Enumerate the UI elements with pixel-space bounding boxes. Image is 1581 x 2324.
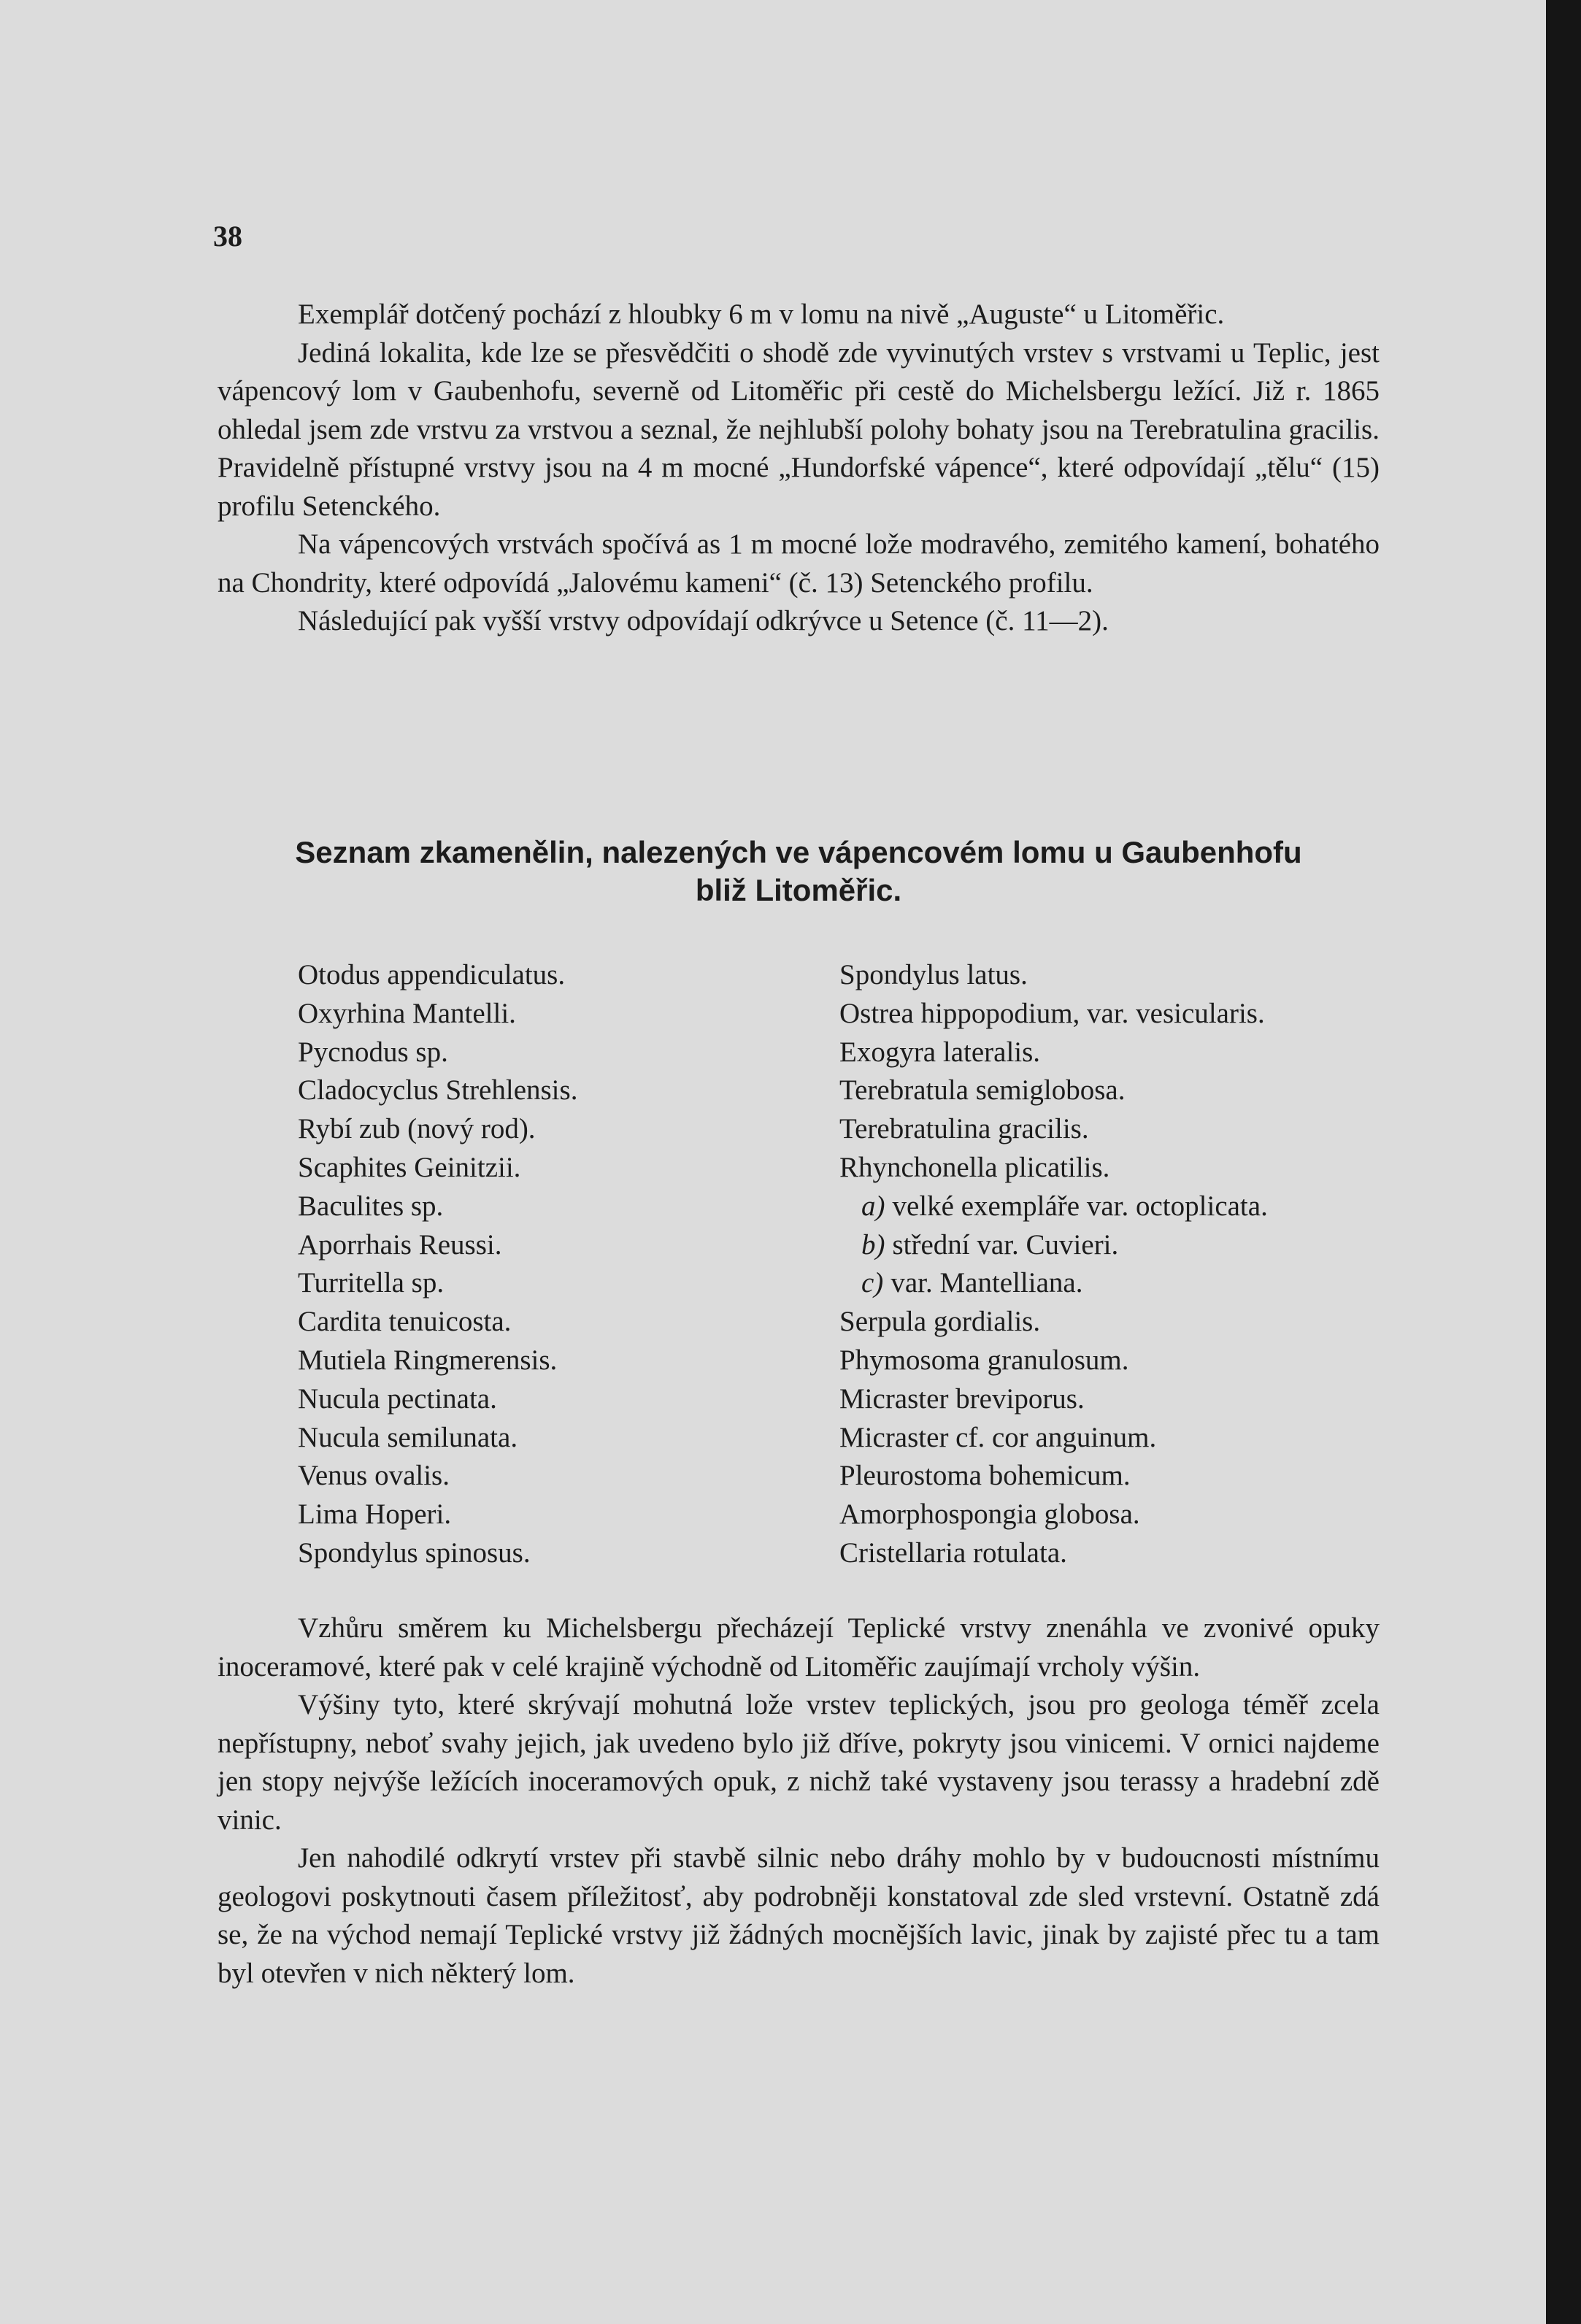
species-item: Cladocyclus Strehlensis. <box>298 1074 578 1107</box>
species-item: Baculites sp. <box>298 1190 444 1222</box>
species-item: Exogyra lateralis. <box>839 1036 1041 1068</box>
species-item: Cardita tenuicosta. <box>298 1306 512 1338</box>
species-item: Serpula gordialis. <box>839 1306 1041 1338</box>
paragraph: Následující pak vyšší vrstvy odpovídají odkrývce u Setence (č. 11—2). <box>298 605 1109 636</box>
species-item: Oxyrhina Mantelli. <box>298 997 516 1029</box>
species-item: Rybí zub (nový rod). <box>298 1113 536 1145</box>
subitem-marker: c) <box>861 1267 884 1299</box>
species-item: Spondylus spinosus. <box>298 1536 531 1569</box>
species-item <box>839 1226 1268 1265</box>
page-number: 38 <box>213 220 242 253</box>
species-list-left <box>298 956 577 1573</box>
subitem-marker: a) <box>861 1190 885 1222</box>
paragraph: Vzhůru směrem ku Michelsbergu přecházejí Teplické vrstvy znenáhla ve zvonivé opuky inoceramové, které pak v celé krajině východně od Litoměřic zaujímají vrcholy výšin. <box>218 1612 1380 1682</box>
paragraph: Výšiny tyto, které skrývají mohutná lože vrstev teplických, jsou pro geologa téměř zcela nepřístupny, neboť svahy jejich, jak uvedeno bylo již dříve, pokryty jsou vinicemi. V ornici najdeme jen stopy nejvýše ležících inoceramových opuk, z nichž také vystaveny jsou terassy a hradební zdě vinic. <box>218 1689 1380 1836</box>
species-item: Venus ovalis. <box>298 1460 450 1492</box>
species-item: Pleurostoma bohemicum. <box>839 1460 1131 1492</box>
species-item: Otodus appendiculatus. <box>298 959 566 990</box>
species-item: Terebratulina gracilis. <box>839 1113 1089 1145</box>
species-item: Nucula semilunata. <box>298 1421 518 1453</box>
closing-text <box>218 1609 1380 1993</box>
species-item: Micraster breviporus. <box>839 1382 1085 1415</box>
species-item: Lima Hoperi. <box>298 1498 452 1531</box>
species-item: Phymosoma granulosum. <box>839 1344 1129 1376</box>
species-item: Micraster cf. cor anguinum. <box>839 1421 1157 1453</box>
species-item: Terebratula semiglobosa. <box>839 1074 1126 1107</box>
heading-line: Seznam zkamenělin, nalezených ve vápencovém lomu u Gaubenhofu <box>295 835 1302 869</box>
paragraph: Jen nahodilé odkrytí vrstev při stavbě silnic nebo dráhy mohlo by v budoucnosti místnímu geologovi poskytnouti časem příležitosť, aby podrobněji konstatoval zde sled vrstevní. Ostatně zdá se, že na východ nemají Teplické vrstvy již žádných mocnějších lavic, jinak by zajisté přec tu a tam byl otevřen v nich některý lom. <box>218 1842 1380 1989</box>
species-list-right <box>839 956 1268 1573</box>
species-item: Scaphites Geinitzii. <box>298 1151 521 1183</box>
species-item: Rhynchonella plicatilis. <box>839 1151 1110 1183</box>
intro-text <box>218 296 1380 641</box>
heading-line: bliž Litoměřic. <box>695 873 902 907</box>
subitem-text: střední var. Cuvieri. <box>892 1228 1119 1261</box>
species-item: Turritella sp. <box>298 1267 445 1299</box>
species-item: Spondylus latus. <box>839 959 1028 990</box>
subitem-text: var. Mantelliana. <box>890 1267 1083 1299</box>
species-item <box>839 1264 1268 1303</box>
species-item: Pycnodus sp. <box>298 1036 448 1068</box>
species-item: Cristellaria rotulata. <box>839 1536 1067 1569</box>
species-item: Ostrea hippopodium, var. vesicularis. <box>839 997 1265 1029</box>
section-heading <box>218 834 1380 909</box>
paragraph: Jediná lokalita, kde lze se přesvědčiti o shodě zde vyvinutých vrstev s vrstvami u Teplic, jest vápencový lom v Gaubenhofu, severně od Litoměřic při cestě do Michelsbergu ležící. Již r. 1865 ohledal jsem zde vrstvu za vrstvou a seznal, že nejhlubší polohy bohaty jsou na Terebratulina gracilis. Pravidelně přístupné vrstvy jsou na 4 m mocné „Hundorfské vápence“, které odpovídají „tělu“ (15) profilu Setenckého. <box>218 336 1380 522</box>
species-item: Aporrhais Reussi. <box>298 1228 502 1261</box>
species-item: Nucula pectinata. <box>298 1382 497 1415</box>
species-item: Amorphospongia globosa. <box>839 1498 1140 1531</box>
scan-dark-edge <box>1546 0 1581 2324</box>
subitem-marker: b) <box>861 1228 885 1261</box>
subitem-text: velké exempláře var. octoplicata. <box>892 1190 1268 1222</box>
species-item <box>839 1188 1268 1226</box>
species-item: Mutiela Ringmerensis. <box>298 1344 558 1376</box>
paragraph: Na vápencových vrstvách spočívá as 1 m mocné lože modravého, zemitého kamení, bohatého na Chondrity, které odpovídá „Jalovému kameni“ (č. 13) Setenckého profilu. <box>218 528 1380 599</box>
paragraph: Exemplář dotčený pochází z hloubky 6 m v lomu na nivě „Auguste“ u Litoměřic. <box>298 299 1225 330</box>
